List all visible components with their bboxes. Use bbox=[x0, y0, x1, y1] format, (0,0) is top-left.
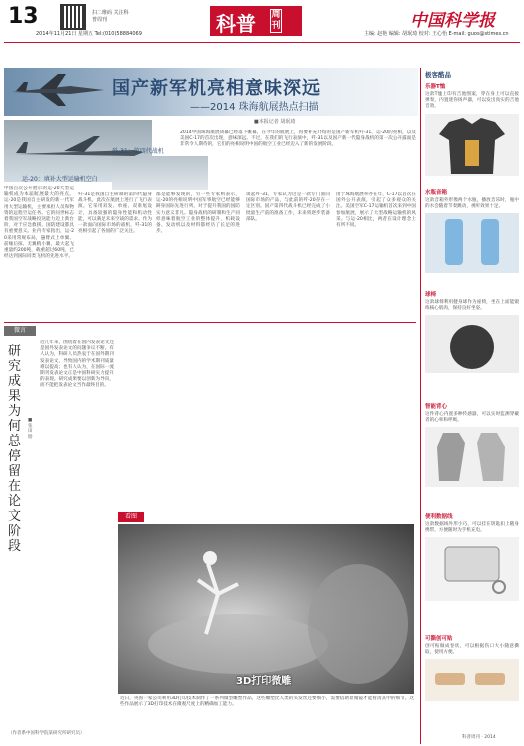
product-title: 球椅 bbox=[425, 292, 437, 298]
ball-chair-image bbox=[425, 315, 519, 373]
product-title: 智能背心 bbox=[425, 404, 448, 410]
date-line: 2014年11月21日 星期五 Tel:(010)58884069 bbox=[36, 31, 142, 37]
section-title: 科普 bbox=[216, 12, 256, 36]
page-number: 13 bbox=[8, 4, 39, 29]
opinion-body: 近几年来，围绕着在国内发表论文还是国外发表论文的问题争议不断。有人认为，科研人员热衷于在国外期刊发表论文，导致国内的学术期刊质量难以提高；也有人认为，在国际一流期刊发表论文正是中国科研实力提升的表现。研究成果要以创新为导向，而不能把发表论文当作最终目的。 bbox=[40, 340, 114, 389]
sculpture-figure-image bbox=[118, 524, 414, 694]
product-title: 可撕创可贴 bbox=[425, 636, 453, 642]
sidebar-heading: 极客酷品 bbox=[425, 71, 451, 79]
newspaper-logo: 中国科学报 bbox=[410, 11, 495, 31]
bandage-image bbox=[425, 659, 519, 701]
opinion-headline: 研究成果为何总停留在论文阶段 bbox=[8, 344, 22, 554]
opinion-author: ■张田勘 bbox=[28, 418, 33, 440]
qr-caption: 扫二维码 关注科普周刊 bbox=[92, 10, 129, 23]
product-text: 这款数据线外形小巧，可以挂在钥匙扣上随身携带，方便随时为手机充电。 bbox=[425, 522, 519, 534]
opinion-tag: 微言 bbox=[4, 326, 36, 336]
vest-icon bbox=[425, 427, 519, 487]
masthead bbox=[0, 0, 524, 42]
cable-image bbox=[425, 537, 519, 601]
byline: ■本报记者 胡珉琦 bbox=[254, 119, 296, 125]
article-headline: 国产新军机亮相意味深远 bbox=[112, 78, 321, 99]
photo-caption: 近日，英国一家公司利用3D打印技术制作了一系列微型雕塑作品，这些雕塑比人类的头发丝还要细小，需要借助显微镜才能看清其中的细节。这些作品展示了3D打印技术在微观尺度上的精确加工能力。 bbox=[120, 696, 414, 708]
article-lead: 2014中国珠海航展闭幕已经落下帷幕，在今年的航展上，再要补充介绍的是国产新军机歼-31、运-20的亮相，以及美国C-17的首次出现，意味深远。不过，在我们的飞行表演中，歼-31以及国产新一代隐身战机的第一次公开露面是非常令人期待的，它们的亮相说明中国的航空工业已经迈入了新的发展阶段。 bbox=[180, 130, 416, 148]
qr-code-icon[interactable] bbox=[60, 4, 86, 30]
product-title: 水瓶音箱 bbox=[425, 190, 448, 196]
bandage-icon bbox=[425, 659, 519, 701]
article-column: 谈起歼-31，专家认为这是一款专门面向国际市场的产品，与此前的歼-20存在一定区别。国产第四代战斗机已经完成了小批量生产前的准备工作，未来将逐步装备部队。 bbox=[246, 192, 330, 222]
photo-feature-tag: 看图 bbox=[118, 512, 144, 522]
article-column: 中国首次公开展示的运-20大型运输机成为本届航展最大的亮点。运-20是我国自主研发的新一代军用大型运输机，主要承担人员和物资的远程空运任务。它的问世标志着我国空军战略投送能力迈上新台阶，对于应急救援、国防建设都具有重要意义。业内专家指出，运-20采用常规布局，悬臂式上单翼、前缘后掠、无翼梢小翼，最大起飞重量约200吨，载重超过60吨，已经达到国际同类飞机的先进水平。 bbox=[4, 186, 74, 260]
product-text: 这款球椅利用健身球作为座椅，坐在上面能锻炼核心肌肉，保持良好坐姿。 bbox=[425, 300, 519, 312]
editor-line: 主编: 赵艳 编辑: 胡珉琦 校对: 王心怡 E-mail: guos@stimes.cn bbox=[364, 31, 509, 37]
photo-caption: 歼-31：第四代战机 bbox=[112, 148, 164, 155]
chair-icon bbox=[425, 315, 519, 373]
product-title: 乐器T恤 bbox=[425, 84, 446, 90]
product-text: 这款音箱外形像两个水瓶，播放音乐时，瓶中的水会随着节奏跳动，视听效果十足。 bbox=[425, 198, 519, 210]
product-title: 便利数据线 bbox=[425, 514, 453, 520]
product-item[interactable] bbox=[425, 634, 519, 701]
t-shirt-icon bbox=[425, 114, 519, 176]
article-subheadline: ——2014 珠海航展热点扫描 bbox=[190, 102, 319, 113]
hero-banner bbox=[4, 68, 418, 116]
smart-vest-image bbox=[425, 427, 519, 487]
section-divider bbox=[4, 322, 416, 323]
product-text: 这件背心内置多种传感器，可以实时监测穿戴者的心率和呼吸。 bbox=[425, 412, 519, 424]
fighter-jet-image bbox=[10, 72, 106, 108]
product-item[interactable] bbox=[425, 82, 519, 176]
product-item[interactable] bbox=[425, 188, 519, 273]
sidebar-footer: 科普周刊 · 2014 bbox=[462, 735, 496, 740]
product-item[interactable] bbox=[425, 402, 519, 487]
header-divider bbox=[4, 42, 520, 43]
section-subtitle: 周刊 bbox=[271, 10, 281, 31]
section-banner bbox=[210, 6, 302, 36]
guitar-shirt-image bbox=[425, 114, 519, 176]
micro-sculpture-photo bbox=[118, 524, 414, 694]
article-column: 由于珠海航展举办在年，C-17以首次在国外公开表演，引起了众多观众的关注。美国空军C-17运输机首次来到中国参加航展，展示了大型战略运输机的风采。与运-20相比，两者在设计理念上有所不同。 bbox=[336, 192, 416, 229]
product-text: 创可贴做成卷状，可以根据伤口大小随意撕取，使用方便。 bbox=[425, 644, 519, 656]
article-column: 歼-31是我国自主研制的第四代隐身战斗机，此次在航展上进行了飞行表演。它采用双发、单座、双垂尾设计，具备较强的隐身性能和机动性能，可以满足未来空战的需求。作为一款面向国际市场的战机，歼-31的亮相引起了各国的广泛关注。 bbox=[78, 192, 152, 235]
speaker-icon bbox=[425, 213, 519, 273]
author-note: （作者系中国科学院某研究所研究员） bbox=[8, 731, 85, 736]
water-speaker-image bbox=[425, 213, 519, 273]
cable-icon bbox=[425, 537, 519, 601]
photo-caption: 运-20：填补大型运输机空白 bbox=[22, 176, 98, 183]
photo-feature-label: 3D打印微雕 bbox=[236, 676, 292, 687]
article-column: 都是能够发现的，另一些专家则表示，运-20的亮相说明中国军事航空已经能够跻身国际先进行列，对于提升我国的国防实力意义非凡。隐身战机的研制和生产同样意味着航空工业的整体提升，机载设备、发动机以及材料都经历了长足的进步。 bbox=[156, 192, 240, 235]
product-item[interactable] bbox=[425, 512, 519, 601]
product-item[interactable] bbox=[425, 290, 519, 373]
sidebar bbox=[420, 68, 520, 744]
product-text: 这款T恤上印有吉他图案，穿在身上可以直接弹奏，内置迷你扬声器，可以发出真实的吉他音效。 bbox=[425, 92, 519, 110]
